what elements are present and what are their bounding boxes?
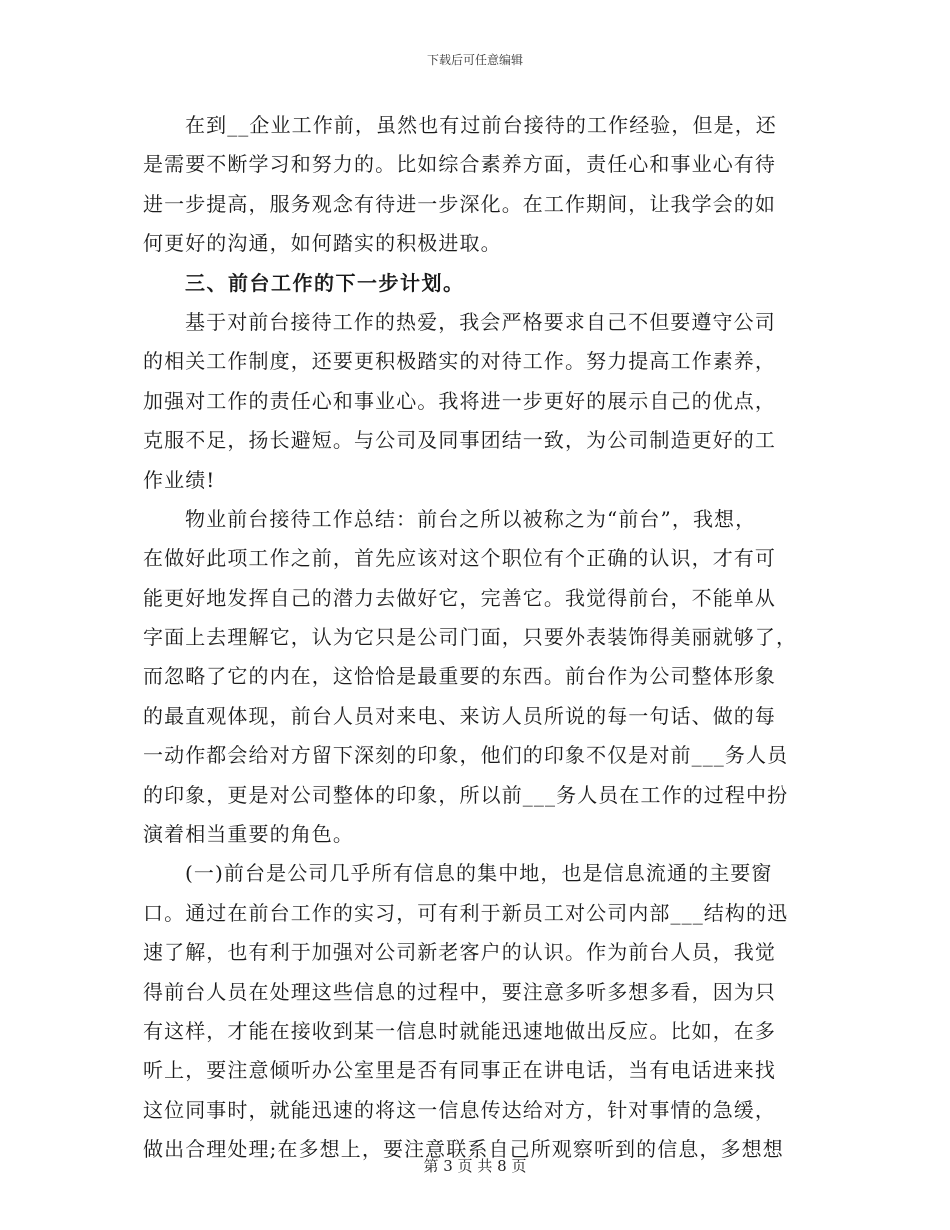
paragraph-line: 的最直观体现，前台人员对来电、来访人员所说的每一句话、做的每	[143, 703, 776, 728]
paragraph-line: 加强对工作的责任心和事业心。我将进一步更好的展示自己的优点，	[143, 388, 776, 413]
paragraph-line: 做出合理处理;在多想上，要注意联系自己所观察听到的信息，多想想	[143, 1137, 784, 1162]
paragraph-line: 有这样，才能在接收到某一信息时就能迅速地做出反应。比如，在多	[143, 1018, 776, 1043]
section-heading: 三、前台工作的下一步计划。	[185, 270, 465, 295]
paragraph-line: 这位同事时，就能迅速的将这一信息传达给对方，针对事情的急缓，	[143, 1097, 776, 1122]
paragraph-line: 的印象，更是对公司整体的印象，所以前___务人员在工作的过程中扮	[143, 782, 789, 807]
paragraph-line: (一)前台是公司几乎所有信息的集中地，也是信息流通的主要窗	[185, 861, 773, 886]
document-body	[143, 106, 809, 1170]
paragraph-line: 在到__企业工作前，虽然也有过前台接待的工作经验，但是，还	[185, 113, 777, 137]
paragraph-line: 速了解，也有利于加强对公司新老客户的认识。作为前台人员，我觉	[143, 940, 776, 965]
page-number: 第 3 页 共 8 页	[423, 1157, 527, 1175]
paragraph-line: 克服不足，扬长避短。与公司及同事团结一致，为公司制造更好的工	[143, 428, 776, 453]
paragraph-line: 作业绩!	[143, 467, 216, 492]
paragraph-line: 口。通过在前台工作的实习，可有利于新员工对公司内部___结构的迅	[143, 900, 789, 925]
page-header: 下载后可任意编辑	[426, 53, 523, 67]
paragraph-line: 得前台人员在处理这些信息的过程中，要注意多听多想多看，因为只	[143, 979, 776, 1004]
paragraph-line: 一动作都会给对方留下深刻的印象，他们的印象不仅是对前___务人员	[143, 743, 789, 768]
paragraph-line: 何更好的沟通，如何踏实的积极进取。	[143, 231, 502, 256]
paragraph-line: 在做好此项工作之前，首先应该对这个职位有个正确的认识，才有可	[143, 546, 776, 571]
paragraph-line: 听上，要注意倾听办公室里是否有同事正在讲电话，当有电话进来找	[143, 1058, 776, 1083]
paragraph-line: 进一步提高，服务观念有待进一步深化。在工作期间，让我学会的如	[143, 191, 776, 216]
paragraph-line: 字面上去理解它，认为它只是公司门面，只要外表装饰得美丽就够了，	[143, 625, 798, 650]
paragraph-line: 基于对前台接待工作的热爱，我会严格要求自己不但要遵守公司	[185, 309, 776, 334]
paragraph-line: 能更好地发挥自己的潜力去做好它，完善它。我觉得前台，不能单从	[143, 585, 776, 610]
paragraph-line: 演着相当重要的角色。	[143, 822, 354, 847]
paragraph-line: 而忽略了它的内在，这恰恰是最重要的东西。前台作为公司整体形象	[143, 664, 776, 689]
paragraph-line: 物业前台接待工作总结：前台之所以被称之为“前台”，我想，	[185, 506, 757, 531]
paragraph-line: 的相关工作制度，还要更积极踏实的对待工作。努力提高工作素养，	[143, 349, 776, 374]
paragraph-line: 是需要不断学习和努力的。比如综合素养方面，责任心和事业心有待	[143, 152, 776, 177]
